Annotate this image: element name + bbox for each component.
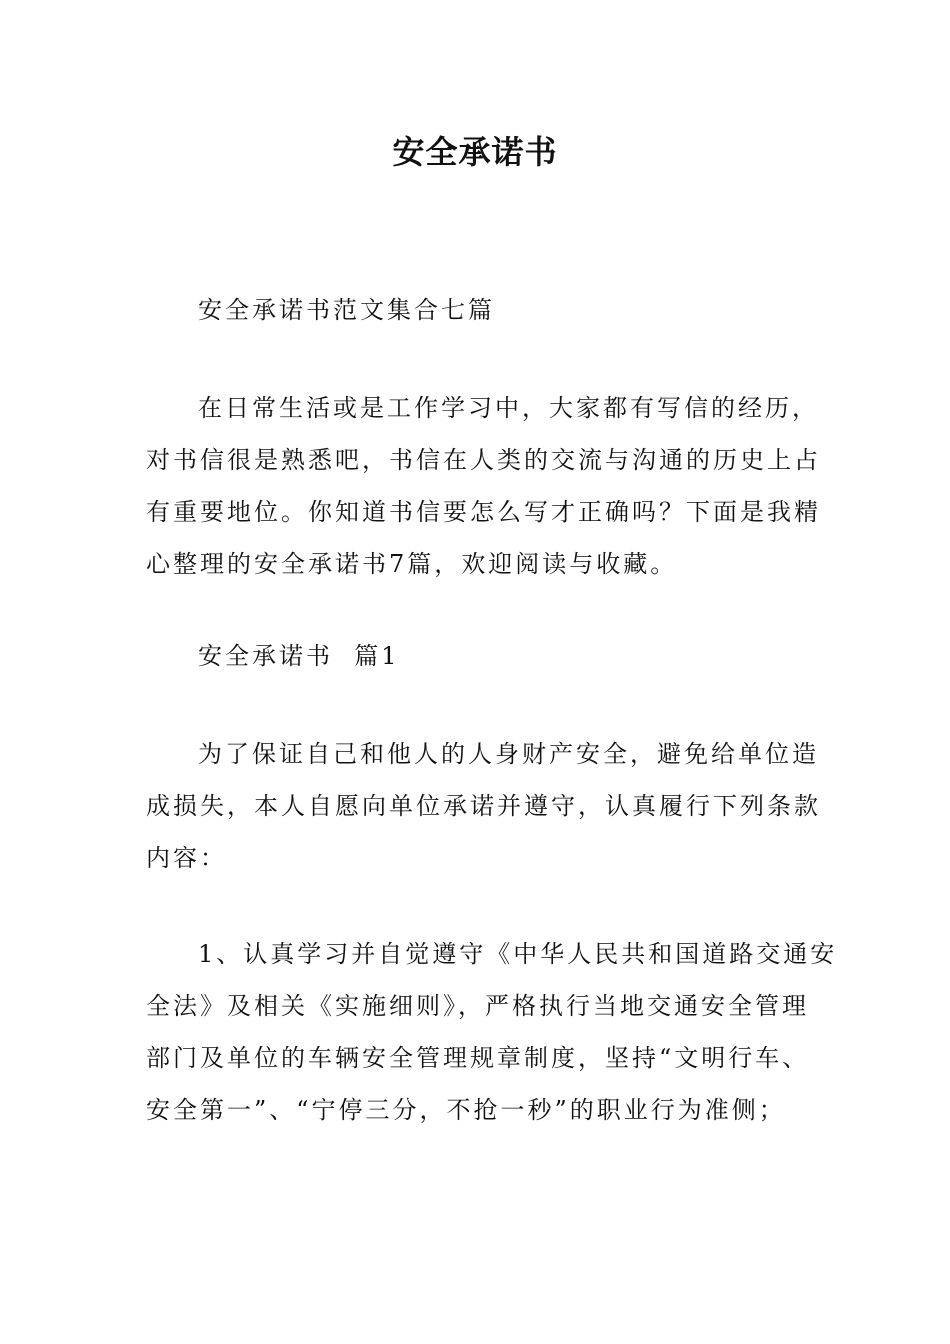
- subtitle-text: 安全承诺书范文集合七篇: [198, 296, 495, 324]
- document-title: 安全承诺书: [392, 133, 558, 171]
- intro-line: 在日常生活或是工作学习中，大家都有写信的经历，: [198, 394, 819, 422]
- purpose-line: 为了保证自己和他人的人身财产安全，避免给单位造: [198, 740, 819, 768]
- section-heading: [146, 630, 808, 682]
- purpose-line: 成损失，本人自愿向单位承诺并遵守，认真履行下列条款: [146, 792, 821, 820]
- intro-line: 有重要地位。你知道书信要怎么写才正确吗？下面是我精: [146, 498, 821, 526]
- purpose-line: 内容：: [146, 844, 227, 872]
- clause-line: 部门及单位的车辆安全管理规章制度，坚持“文明行车、: [146, 1044, 810, 1072]
- clause-line: 安全第一”、“宁停三分，不抢一秒”的职业行为准侧；: [146, 1096, 786, 1124]
- intro-line: 心整理的安全承诺书7篇，欢迎阅读与收藏。: [146, 550, 678, 578]
- clause-line: 全法》及相关《实施细则》，严格执行当地交通安全管理: [146, 992, 809, 1020]
- intro-line: 对书信很是熟悉吧，书信在人类的交流与沟通的历史上占: [146, 446, 821, 474]
- purpose-paragraph: [146, 728, 821, 884]
- intro-paragraph: [146, 382, 821, 590]
- clause-line: 1、认真学习并自觉遵守《中华人民共和国道路交通安: [198, 940, 838, 968]
- section-heading-text: 安全承诺书 篇1: [198, 642, 400, 670]
- document-subtitle: [146, 284, 808, 336]
- clause-1-paragraph: [146, 928, 838, 1136]
